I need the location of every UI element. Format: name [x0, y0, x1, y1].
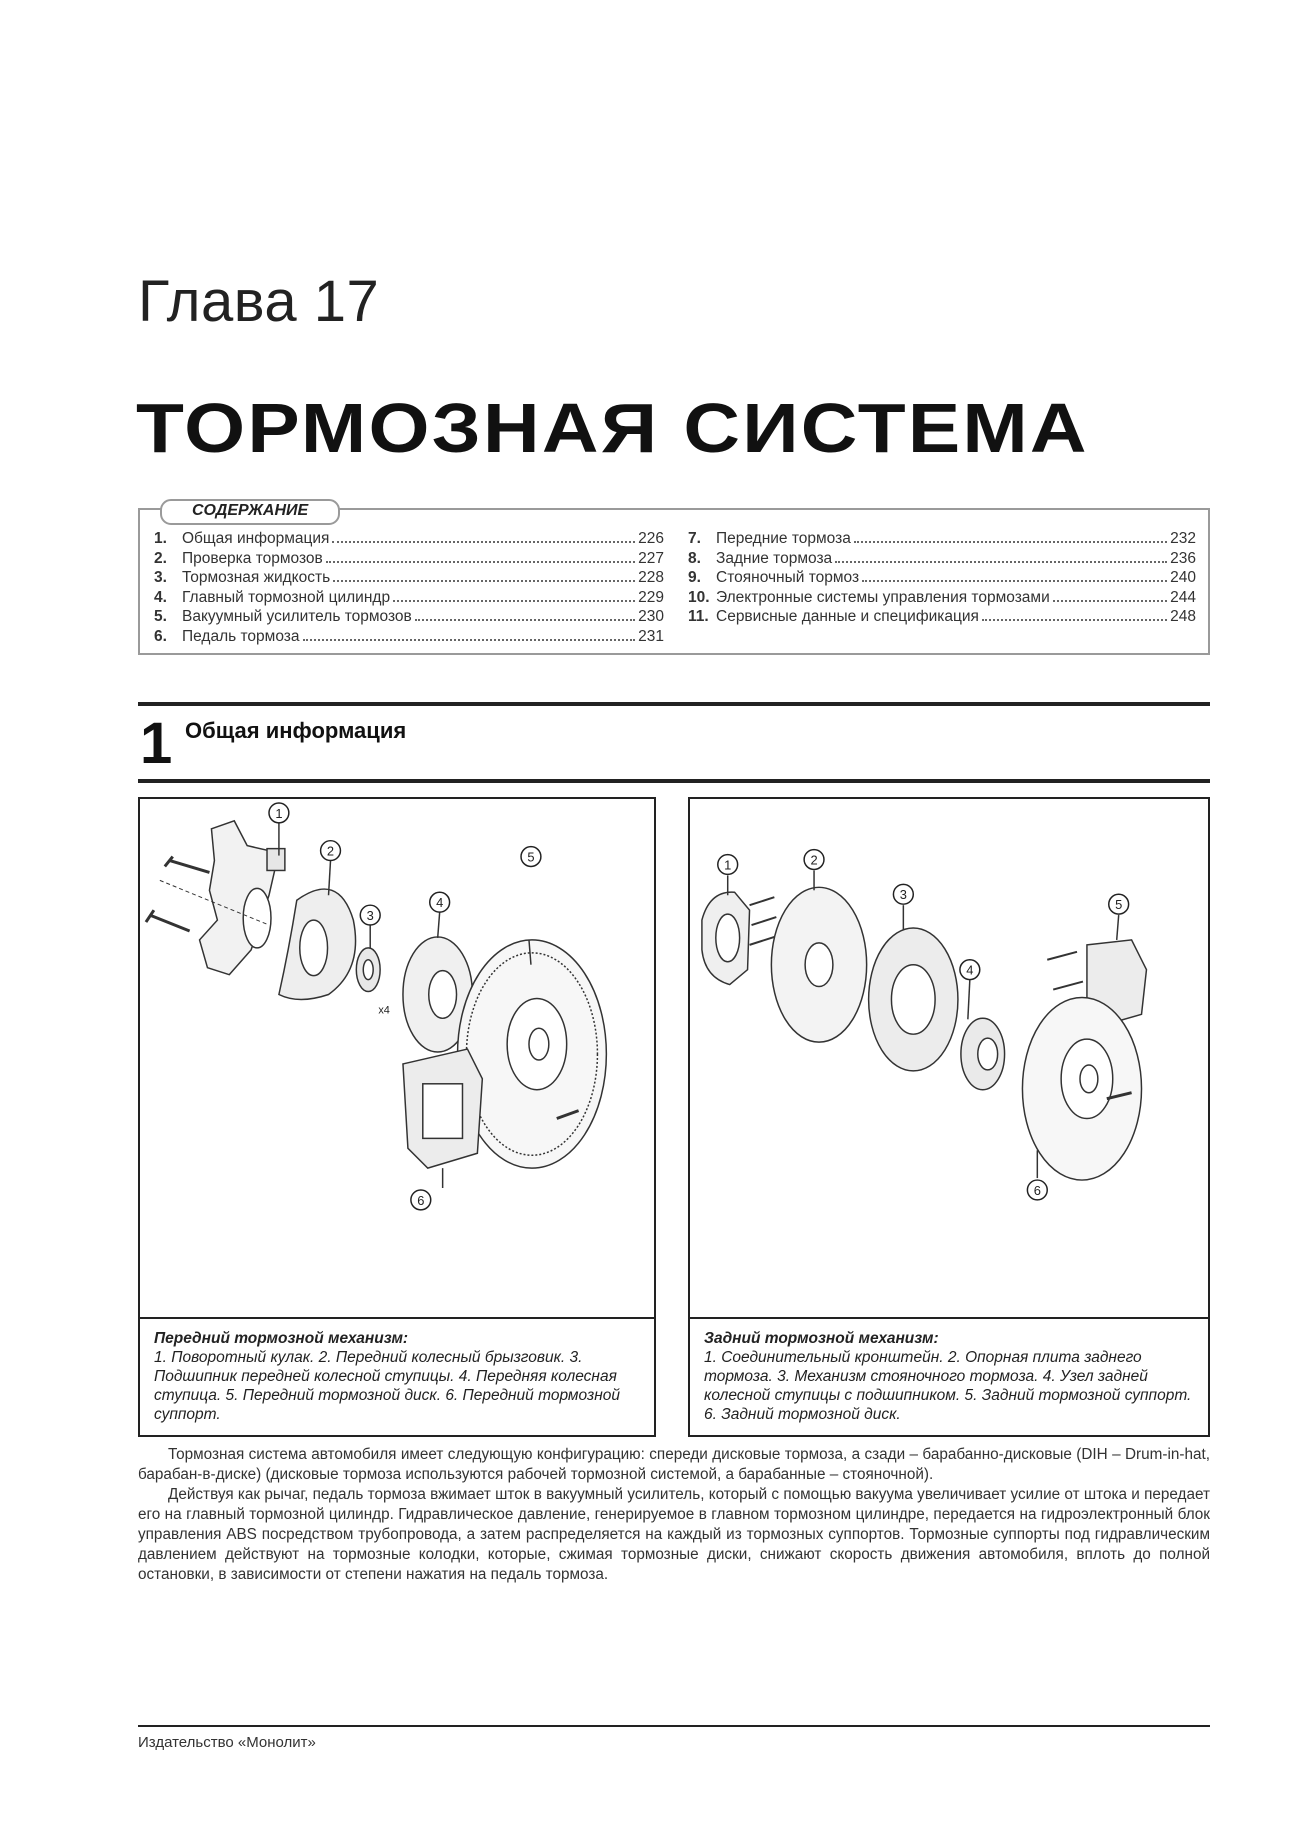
- toc-item-label: Задние тормоза: [716, 549, 833, 567]
- section-rule-top: [138, 702, 1210, 706]
- toc-leader: [326, 561, 635, 563]
- toc-item[interactable]: [154, 608, 664, 628]
- toc-item-number: 3.: [154, 569, 167, 587]
- callout-label: 6: [417, 1192, 425, 1208]
- toc-item-number: 10.: [688, 588, 710, 606]
- front-figure-caption: [140, 1317, 654, 1435]
- body-paragraph: Действуя как рычаг, педаль тормоза вжимает шток в вакуумный усилитель, который с помощью вакуума увеличивает усилие от штока и передает его на главный тормозной цилиндр. Гидравлическое давление, генерируемое в главном тормозном цилиндре, передается на гидроэлектронный блок управления ABS посредством трубопровода, а затем распределяется на каждый из тормозных суппортов. Тормозные суппорты под гидравлическим давлением действуют на тормозные колодки, которые, сжимая тормозные диски, снижают скорость движения автомобиля, вплоть до полной остановки, в зависимости от степени нажатия на педаль тормоза.: [138, 1486, 1210, 1583]
- toc-leader: [862, 580, 1167, 582]
- toc-item-page: 230: [638, 608, 664, 626]
- toc-item-page: 248: [1170, 608, 1196, 626]
- toc-item-number: 11.: [688, 608, 709, 626]
- toc-leader: [982, 619, 1167, 621]
- toc-item-page: 232: [1170, 530, 1196, 547]
- section-title: Общая информация: [185, 718, 407, 743]
- toc-item-number: 1.: [154, 530, 167, 547]
- toc-item[interactable]: [688, 550, 1196, 570]
- body-text: [138, 1445, 1210, 1585]
- toc-item-page: 226: [638, 530, 664, 547]
- multiplier-label: x4: [378, 1004, 390, 1017]
- toc-item-page: 240: [1170, 569, 1196, 587]
- callout-label: 4: [436, 895, 444, 911]
- toc-item-label: Сервисные данные и спецификация: [716, 608, 979, 626]
- toc-item-number: 9.: [688, 569, 701, 587]
- caption-text: 1. Соединительный кронштейн. 2. Опорная плита заднего тормоза. 3. Механизм стояночного тормоза. 4. Узел задней колесной ступицы с подшипником. 5. Задний тормозной суппорт. 6. Задний тормозной диск.: [704, 1349, 1192, 1423]
- callout-label: 5: [1115, 897, 1123, 913]
- toc-item[interactable]: [688, 530, 1196, 550]
- chapter-label: Глава 17: [138, 269, 380, 334]
- callout-label: 2: [810, 852, 818, 868]
- toc-item-label: Электронные системы управления тормозами: [716, 588, 1050, 606]
- toc-item-number: 5.: [154, 608, 167, 626]
- toc-heading: СОДЕРЖАНИЕ: [160, 499, 340, 525]
- footer-rule: [138, 1725, 1210, 1727]
- toc-column-left: [154, 530, 664, 648]
- toc-item-label: Передние тормоза: [716, 530, 851, 547]
- toc-leader: [415, 619, 635, 621]
- toc-item-label: Проверка тормозов: [182, 549, 323, 567]
- publisher-footer: Издательство «Монолит»: [138, 1734, 316, 1751]
- toc-item[interactable]: [688, 569, 1196, 589]
- toc-item-number: 4.: [154, 588, 167, 606]
- toc-item-page: 231: [638, 627, 664, 645]
- caption-text: 1. Поворотный кулак. 2. Передний колесный брызговик. 3. Подшипник передней колесной ступицы. 4. Передняя колесная ступица. 5. Передний тормозной диск. 6. Передний тормозной суппорт.: [154, 1349, 620, 1423]
- toc-item[interactable]: [154, 550, 664, 570]
- toc-leader: [303, 639, 636, 641]
- toc-item-label: Главный тормозной цилиндр: [182, 588, 391, 606]
- toc-item-number: 7.: [688, 530, 701, 547]
- toc-item-label: Общая информация: [182, 530, 330, 547]
- callout-label: 6: [1033, 1182, 1041, 1198]
- front-brake-figure: [138, 797, 656, 1437]
- toc-item[interactable]: [154, 589, 664, 609]
- caption-title: Передний тормозной механизм:: [154, 1330, 409, 1347]
- table-of-contents: [138, 502, 1210, 655]
- section-rule-bottom: [138, 779, 1210, 783]
- toc-item-page: 227: [638, 549, 664, 567]
- page-title: ТОРМОЗНАЯ СИСТЕМА: [136, 389, 1089, 467]
- rear-figure-caption: [690, 1317, 1208, 1435]
- callout-label: 2: [326, 843, 335, 859]
- section-number: 1: [140, 711, 173, 776]
- toc-item-label: Вакуумный усилитель тормозов: [182, 608, 412, 626]
- callout-label: 5: [527, 849, 535, 865]
- toc-item[interactable]: [154, 530, 664, 550]
- toc-item-page: 244: [1170, 588, 1196, 606]
- callout-label: 1: [275, 805, 283, 821]
- toc-leader: [854, 541, 1167, 543]
- toc-item[interactable]: [154, 628, 664, 648]
- rear-brake-illustration: [690, 799, 1208, 1317]
- callout-label: 1: [724, 857, 732, 873]
- toc-leader: [1053, 600, 1167, 602]
- toc-item-label: Педаль тормоза: [182, 627, 300, 645]
- body-paragraph: Тормозная система автомобиля имеет следующую конфигурацию: спереди дисковые тормоза, а сзади – барабанно-дисковые (DIH – Drum-in-hat, барабан-в-диске) (дисковые тормоза используются рабочей тормозной системой, а барабанные – стояночной).: [138, 1446, 1210, 1483]
- callout-label: 4: [966, 962, 974, 978]
- toc-leader: [835, 561, 1167, 563]
- toc-item-page: 229: [638, 588, 664, 606]
- toc-item-page: 228: [638, 569, 664, 587]
- toc-item-number: 2.: [154, 549, 167, 567]
- callout-label: 3: [899, 887, 907, 903]
- front-brake-illustration: [140, 799, 654, 1317]
- toc-leader: [333, 580, 635, 582]
- toc-item-page: 236: [1170, 549, 1196, 567]
- rear-brake-figure: [688, 797, 1210, 1437]
- caption-title: Задний тормозной механизм:: [704, 1330, 939, 1347]
- toc-item-label: Тормозная жидкость: [182, 569, 331, 587]
- toc-item[interactable]: [688, 589, 1196, 609]
- toc-column-right: [688, 530, 1196, 628]
- toc-item-label: Стояночный тормоз: [716, 569, 860, 587]
- toc-item-number: 6.: [154, 627, 167, 645]
- callout-label: 3: [366, 908, 374, 924]
- toc-item-number: 8.: [688, 549, 701, 567]
- toc-leader: [393, 600, 635, 602]
- toc-item[interactable]: [688, 608, 1196, 628]
- toc-item[interactable]: [154, 569, 664, 589]
- toc-leader: [332, 541, 635, 543]
